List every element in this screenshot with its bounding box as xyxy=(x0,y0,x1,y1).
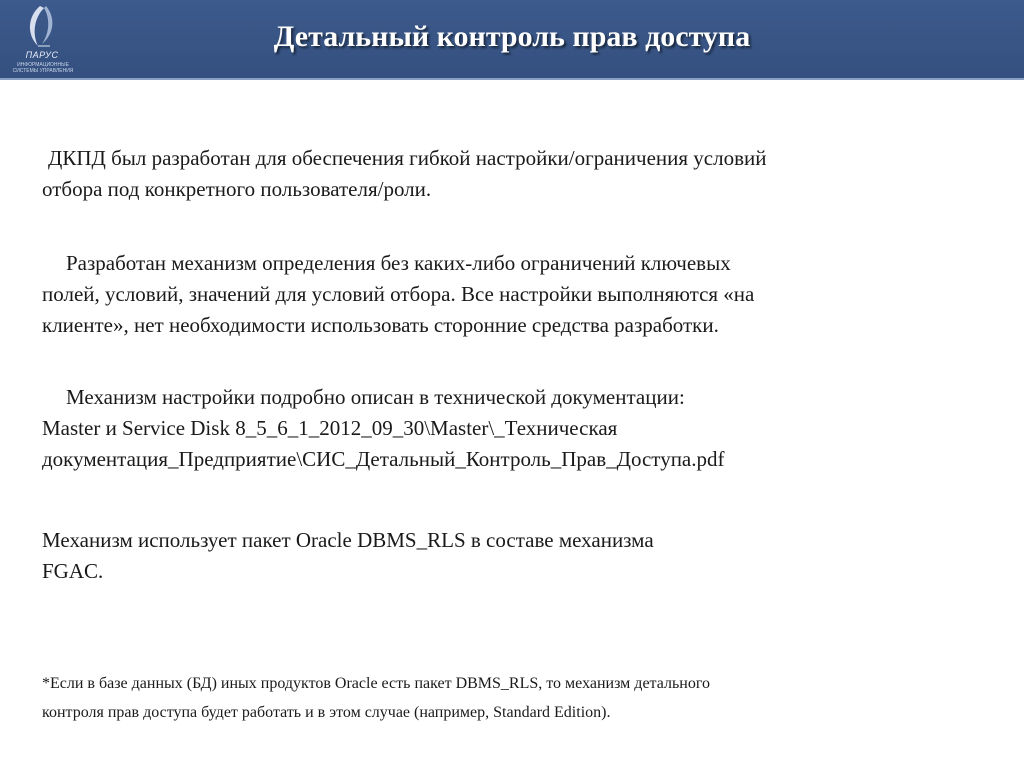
footnote-line: *Если в базе данных (БД) иных продуктов Oracle есть пакет DBMS_RLS, то механизм детального xyxy=(42,675,710,692)
logo-name: ПАРУС xyxy=(25,50,59,60)
text-line: ДКПД был разработан для обеспечения гибкой настройки/ограничения условий xyxy=(48,146,767,170)
text-line: Механизм использует пакет Oracle DBMS_RLS в составе механизма xyxy=(42,528,654,552)
text-line: Разработан механизм определения без каких-либо ограничений ключевых xyxy=(66,251,731,275)
slide-header xyxy=(0,0,1024,80)
text-line: Механизм настройки подробно описан в технической документации: xyxy=(66,385,685,409)
paragraph-package xyxy=(42,525,992,587)
documentation-path-line: документация_Предприятие\СИС_Детальный_Контроль_Прав_Доступа.pdf xyxy=(42,447,725,471)
text-line: отбора под конкретного пользователя/роли. xyxy=(42,177,432,201)
paragraph-documentation xyxy=(42,382,992,475)
documentation-path-line: Master и Service Disk 8_5_6_1_2012_09_30\Master\_Техническая xyxy=(42,416,618,440)
logo-subtitle: ИНФОРМАЦИОННЫЕ СИСТЕМЫ УПРАВЛЕНИЯ xyxy=(12,62,74,74)
page-title: Детальный контроль прав доступа xyxy=(273,20,751,53)
text-line: FGAC. xyxy=(42,559,104,583)
paragraph-overview xyxy=(42,143,992,205)
footnote xyxy=(42,669,992,727)
text-line: полей, условий, значений для условий отбора. Все настройки выполняются «на xyxy=(42,282,755,306)
footnote-line: контроля прав доступа будет работать и в этом случае (например, Standard Edition). xyxy=(42,704,611,721)
paragraph-mechanism xyxy=(42,248,992,341)
text-line: клиенте», нет необходимости использовать сторонние средства разработки. xyxy=(42,313,719,337)
